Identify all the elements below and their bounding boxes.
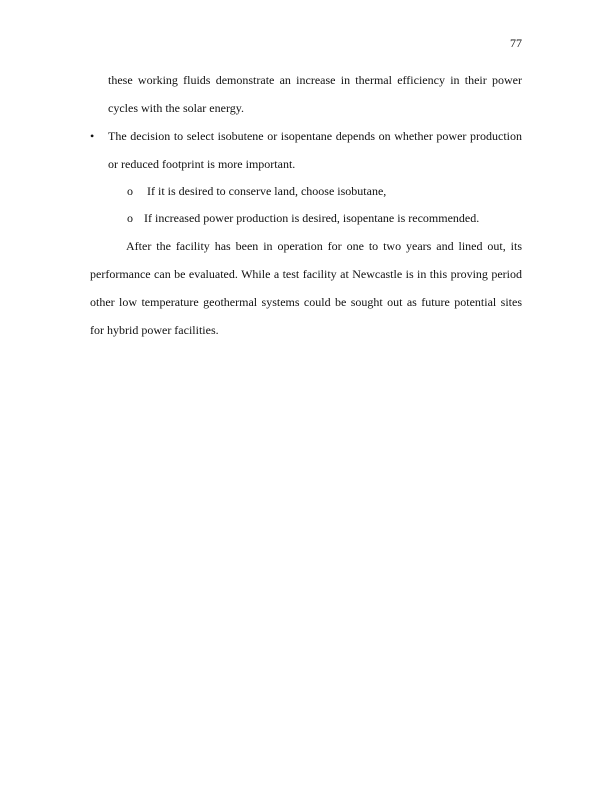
paragraph-line: other low temperature geothermal systems could be sought out as future potential sites [90, 295, 522, 309]
sub-bullet-marker: o [127, 211, 133, 225]
bullet-marker: • [90, 129, 95, 143]
page-number: 77 [510, 36, 522, 50]
bullet-line: or reduced footprint is more important. [108, 157, 296, 171]
sub-bullet-text: If it is desired to conserve land, choose isobutane, [147, 184, 387, 198]
bullet-line: The decision to select isobutene or isopentane depends on whether power production [108, 129, 522, 143]
sub-bullet-text: If increased power production is desired, isopentane is recommended. [144, 211, 480, 225]
continuation-line: cycles with the solar energy. [108, 101, 244, 115]
continuation-line: these working fluids demonstrate an increase in thermal efficiency in their power [108, 73, 522, 87]
paragraph-line: performance can be evaluated. While a test facility at Newcastle is in this proving period [90, 267, 522, 281]
paragraph-line: After the facility has been in operation for one to two years and lined out, its [126, 239, 522, 253]
paragraph-line: for hybrid power facilities. [90, 323, 219, 337]
sub-bullet-marker: o [127, 184, 133, 198]
